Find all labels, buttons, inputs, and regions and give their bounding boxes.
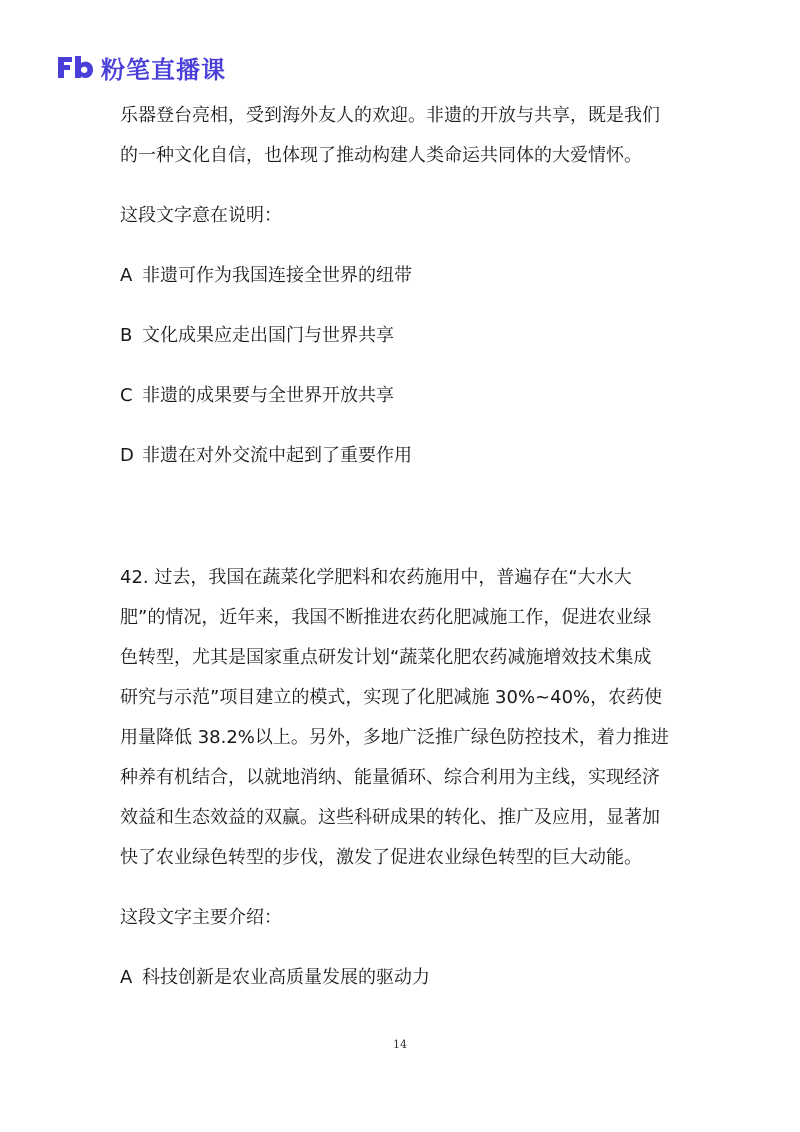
- q41-option-b[interactable]: [120, 316, 680, 356]
- q42-line: 肥”的情况，近年来，我国不断推进农药化肥减施工作，促进农业绿: [120, 607, 652, 628]
- option-text: 非遗在对外交流中起到了重要作用: [142, 445, 412, 466]
- q42-line: 色转型，尤其是国家重点研发计划“蔬菜化肥农药减施增效技术集成: [120, 647, 652, 668]
- passage-line: 的一种文化自信，也体现了推动构建人类命运共同体的大爱情怀。: [120, 145, 642, 166]
- q41-option-d[interactable]: [120, 436, 680, 476]
- brand-name: 粉笔直播课: [101, 55, 226, 84]
- option-letter: D: [120, 445, 134, 466]
- q42-line: 42. 过去，我国在蔬菜化学肥料和农药施用中，普遍存在“大水大: [120, 567, 632, 588]
- q42-line: 种养有机结合，以就地消纳、能量循环、综合利用为主线，实现经济: [120, 767, 660, 788]
- q42-line: 效益和生态效益的双赢。这些科研成果的转化、推广及应用，显著加: [120, 807, 660, 828]
- option-letter: A: [120, 967, 133, 988]
- q42-option-a[interactable]: [120, 958, 680, 998]
- q41-prompt: 这段文字意在说明：: [120, 205, 282, 226]
- q42-stem: [120, 558, 680, 878]
- option-text: 非遗的成果要与全世界开放共享: [142, 385, 394, 406]
- fb-logo-icon: [55, 53, 95, 81]
- page-content: [120, 96, 680, 998]
- q42-line: 用量降低 38.2%以上。另外，多地广泛推广绿色防控技术，着力推进: [120, 727, 669, 748]
- passage-end: [120, 96, 680, 176]
- option-text: 非遗可作为我国连接全世界的纽带: [142, 265, 412, 286]
- option-letter: A: [120, 265, 133, 286]
- brand-header: [55, 50, 226, 84]
- option-letter: B: [120, 325, 133, 346]
- q41-option-c[interactable]: [120, 376, 680, 416]
- option-letter: C: [120, 385, 133, 406]
- option-text: 科技创新是农业高质量发展的驱动力: [142, 967, 430, 988]
- q42-prompt: 这段文字主要介绍：: [120, 907, 282, 928]
- page-number: 14: [393, 1038, 407, 1051]
- option-text: 文化成果应走出国门与世界共享: [142, 325, 394, 346]
- passage-line: 乐器登台亮相，受到海外友人的欢迎。非遗的开放与共享，既是我们: [120, 105, 660, 126]
- q41-option-a[interactable]: [120, 256, 680, 296]
- q42-line: 研究与示范”项目建立的模式，实现了化肥减施 30%~40%，农药使: [120, 687, 663, 708]
- q42-line: 快了农业绿色转型的步伐，激发了促进农业绿色转型的巨大动能。: [120, 847, 642, 868]
